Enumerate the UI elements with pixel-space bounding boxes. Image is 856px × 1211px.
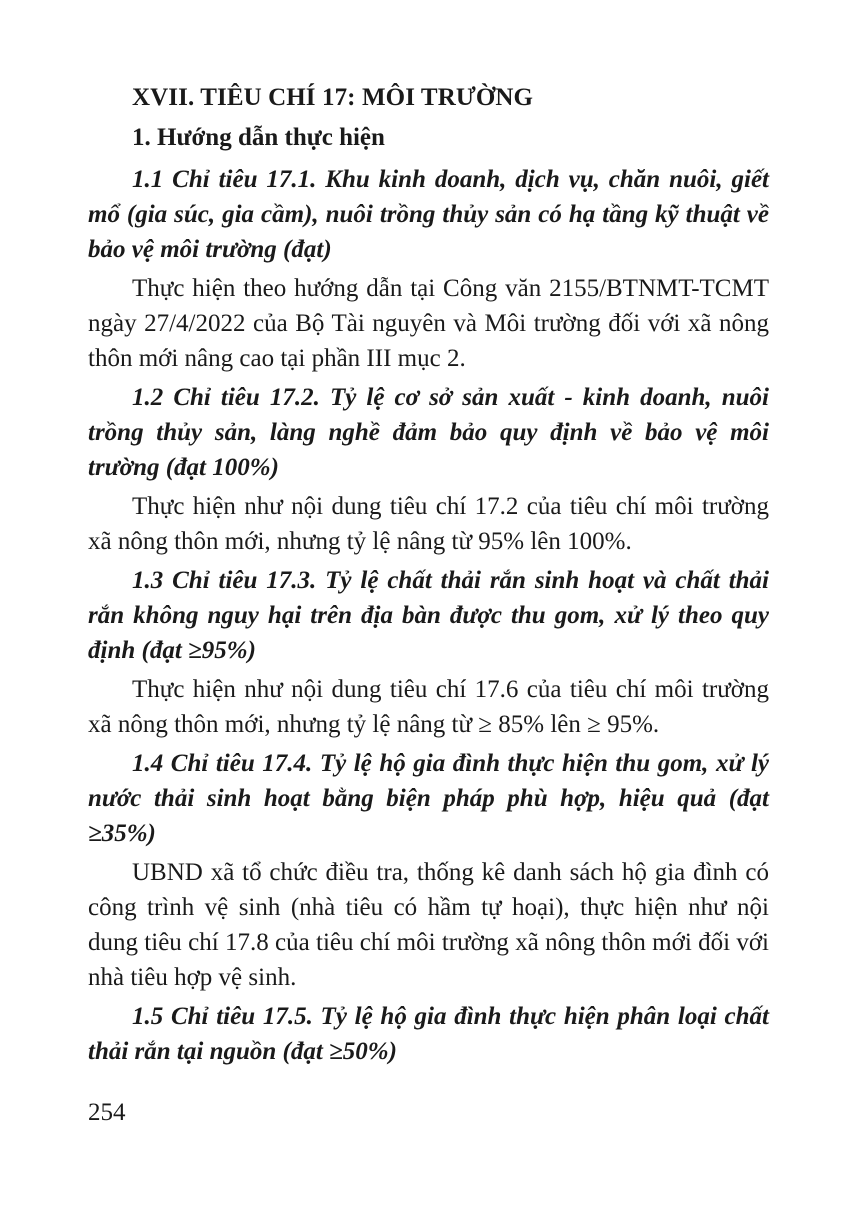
- paragraph-17-2: Thực hiện như nội dung tiêu chí 17.2 của tiêu chí môi trường xã nông thôn mới, nhưng tỷ lệ nâng từ 95% lên 100%.: [88, 493, 769, 555]
- indicator-heading-17-1: 1.1 Chỉ tiêu 17.1. Khu kinh doanh, dịch vụ, chăn nuôi, giết mổ (gia súc, gia cầm), nuôi trồng thủy sản có hạ tầng kỹ thuật về bảo vệ môi trường (đạt): [88, 166, 769, 263]
- paragraph-17-4: UBND xã tổ chức điều tra, thống kê danh sách hộ gia đình có công trình vệ sinh (nhà tiêu có hầm tự hoại), thực hiện như nội dung tiêu chí 17.8 của tiêu chí môi trường xã nông thôn mới đối với nhà tiêu hợp vệ sinh.: [88, 859, 769, 991]
- indicator-heading-17-5: 1.5 Chỉ tiêu 17.5. Tỷ lệ hộ gia đình thực hiện phân loại chất thải rắn tại nguồn (đạt ≥50%): [88, 1003, 769, 1065]
- page-number: 254: [88, 1099, 126, 1126]
- indicator-heading-17-2: 1.2 Chỉ tiêu 17.2. Tỷ lệ cơ sở sản xuất - kinh doanh, nuôi trồng thủy sản, làng nghề đảm bảo quy định về bảo vệ môi trường (đạt 100%): [88, 384, 769, 481]
- indicator-heading-17-4: 1.4 Chỉ tiêu 17.4. Tỷ lệ hộ gia đình thực hiện thu gom, xử lý nước thải sinh hoạt bằng biện pháp phù hợp, hiệu quả (đạt ≥35%): [88, 750, 769, 847]
- paragraph-17-3: Thực hiện như nội dung tiêu chí 17.6 của tiêu chí môi trường xã nông thôn mới, nhưng tỷ lệ nâng từ ≥ 85% lên ≥ 95%.: [88, 676, 769, 738]
- chapter-title: XVII. TIÊU CHÍ 17: MÔI TRƯỜNG: [132, 84, 534, 111]
- indicator-heading-17-3: 1.3 Chỉ tiêu 17.3. Tỷ lệ chất thải rắn sinh hoạt và chất thải rắn không nguy hại trên địa bàn được thu gom, xử lý theo quy định (đạt ≥95%): [88, 567, 769, 664]
- paragraph-17-1: Thực hiện theo hướng dẫn tại Công văn 2155/BTNMT-TCMT ngày 27/4/2022 của Bộ Tài nguyên và Môi trường đối với xã nông thôn mới nâng cao tại phần III mục 2.: [88, 275, 769, 372]
- section-title: 1. Hướng dẫn thực hiện: [132, 124, 385, 151]
- document-page: [88, 78, 769, 1069]
